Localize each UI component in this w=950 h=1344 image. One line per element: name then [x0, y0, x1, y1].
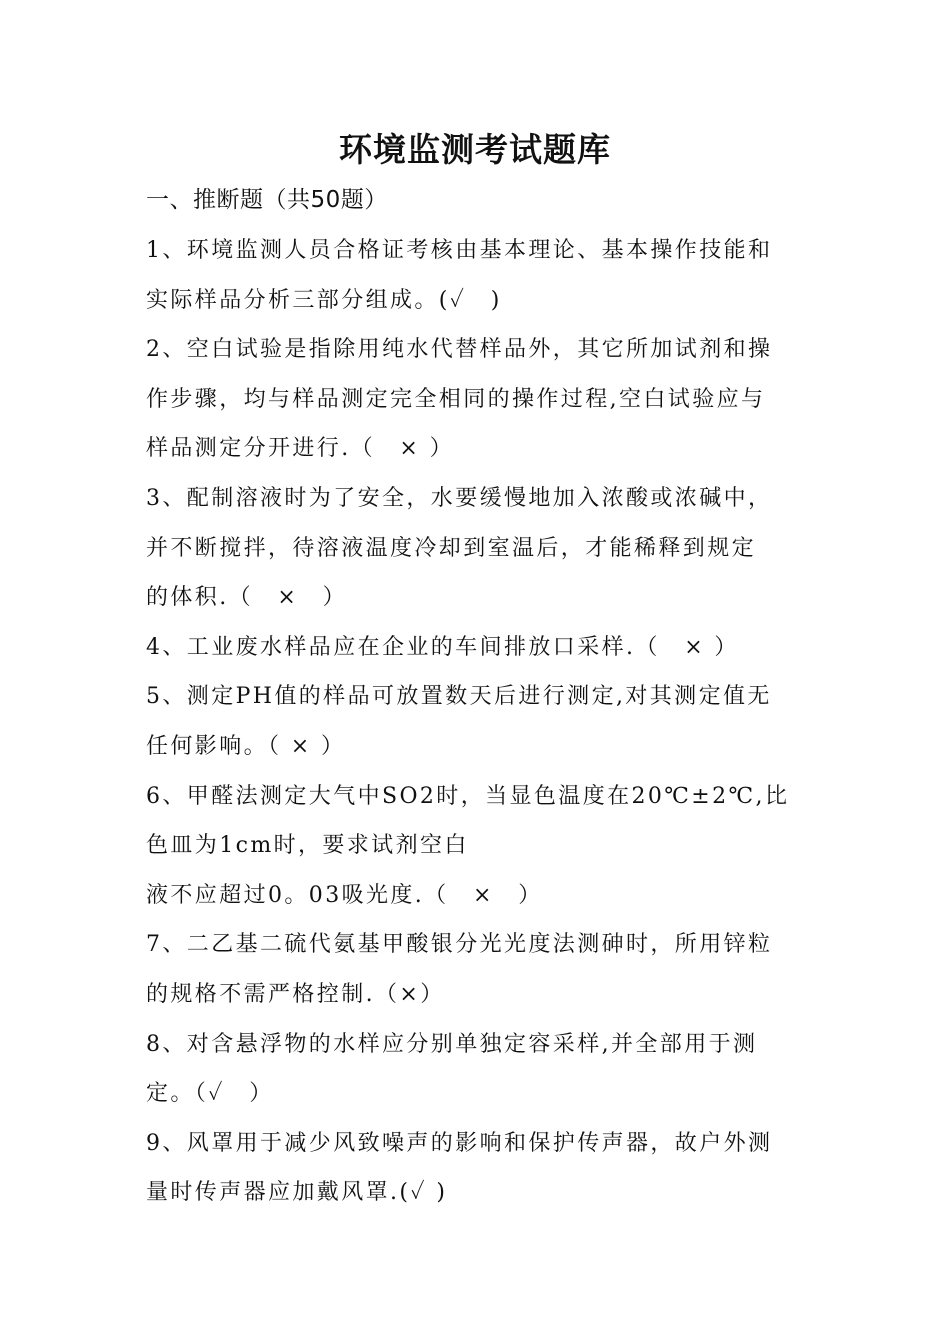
question-5 — [146, 672, 811, 771]
question-3 — [146, 474, 811, 623]
question-list — [146, 226, 811, 1218]
question-line: 作步骤，均与样品测定完全相同的操作过程,空白试验应与 — [146, 386, 766, 412]
question-line: 定。（✓ ） — [146, 1081, 274, 1107]
question-line: 的规格不需严格控制.（×） — [146, 981, 445, 1007]
question-8 — [146, 1020, 811, 1119]
question-line: 的体积.（ × ） — [146, 585, 348, 611]
question-line: 任何影响。（ × ） — [146, 733, 346, 759]
question-4 — [146, 623, 811, 673]
question-line: 并不断搅拌，待溶液温度冷却到室温后，才能稀释到规定 — [146, 535, 757, 561]
question-line: 1、环境监测人员合格证考核由基本理论、基本操作技能和 — [146, 238, 773, 263]
section-heading: 一、推断题（共50题） — [146, 187, 388, 213]
question-9 — [146, 1119, 811, 1218]
question-line: 2、空白试验是指除用纯水代替样品外，其它所加试剂和操 — [146, 337, 773, 363]
question-line: 4、工业废水样品应在企业的车间排放口采样.（ × ） — [146, 634, 739, 660]
question-line: 5、测定PH值的样品可放置数天后进行测定,对其测定值无 — [146, 684, 772, 710]
question-1 — [146, 226, 811, 325]
question-2 — [146, 325, 811, 474]
document-title: 环境监测考试题库 — [339, 130, 611, 169]
question-line: 样品测定分开进行.（ × ） — [146, 436, 455, 462]
question-line: 8、对含悬浮物的水样应分别单独定容采样,并全部用于测 — [146, 1031, 758, 1057]
question-line: 7、二乙基二硫代氨基甲酸银分光光度法测砷时，所用锌粒 — [146, 932, 773, 958]
question-line: 液不应超过0。03吸光度.（ × ） — [146, 882, 543, 908]
question-line: 3、配制溶液时为了安全，水要缓慢地加入浓酸或浓碱中， — [146, 485, 773, 511]
question-line: 实际样品分析三部分组成。(✓ ) — [146, 287, 502, 313]
question-line: 9、风罩用于减少风致噪声的影响和保护传声器，故户外测 — [146, 1130, 773, 1156]
question-6 — [146, 772, 811, 921]
question-line: 色皿为1cm时，要求试剂空白 — [146, 833, 469, 859]
question-line: 量时传声器应加戴风罩.(✓ ) — [146, 1180, 448, 1206]
question-line: 6、甲醛法测定大气中SO2时，当显色温度在20℃±2℃,比 — [146, 783, 790, 809]
question-7 — [146, 920, 811, 1019]
